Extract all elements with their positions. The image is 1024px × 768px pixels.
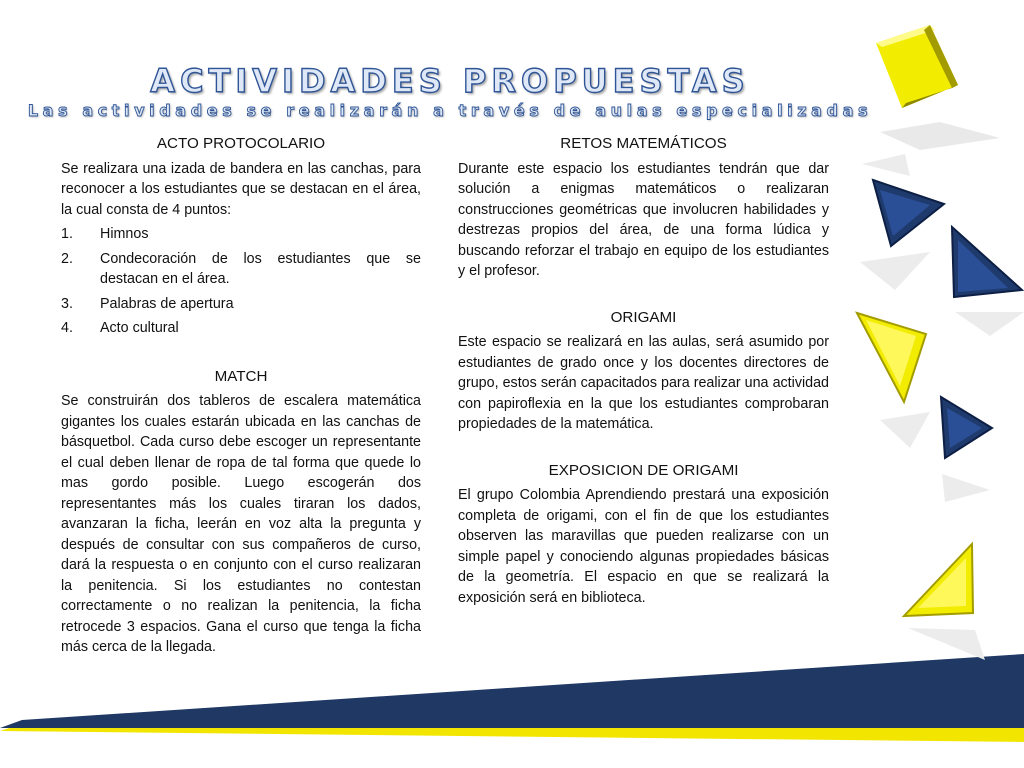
page-subtitle: Las actividades se realizarán a través de aulas especializadas bbox=[27, 101, 873, 120]
left-column bbox=[61, 134, 421, 658]
reflection-shape bbox=[942, 474, 990, 502]
list-text: Palabras de apertura bbox=[100, 295, 234, 312]
blue-triangle-icon bbox=[952, 227, 1022, 297]
list-number: 1. bbox=[61, 226, 73, 242]
list-item bbox=[61, 294, 421, 315]
list-text: Himnos bbox=[100, 226, 149, 242]
section-heading-exposicion: EXPOSICION DE ORIGAMI bbox=[548, 461, 739, 479]
list-number: 3. bbox=[61, 295, 73, 312]
reflection-shape bbox=[860, 252, 930, 290]
footer-band bbox=[0, 654, 1024, 728]
spacer bbox=[458, 282, 829, 308]
reflection-shape bbox=[862, 154, 910, 176]
list-text: Condecoración de los estudiantes que se destacan en el área. bbox=[100, 250, 421, 287]
acto-list bbox=[61, 224, 421, 339]
blue-triangle-icon bbox=[941, 397, 992, 458]
yellow-triangle-icon bbox=[904, 544, 973, 616]
match-body: Se construirán dos tableros de escalera matemática gigantes los cuales estarán ubicada en las canchas de básquetbol. Cada curso debe escoger un representante el cual deben llenar de ropa de tal forma que quede lo mas gordo posible. Luego escogerán dos representantes más los cuales tiraran los dados, avanzaran la ficha, leerán en voz alta la pregunta y después de consultar con sus compañeros de curso, dará la respuesta o en conjunto con el curso realizaran la penitencia. Si los estudiantes no contestan correctamente o no realizan la penitencia, la ficha retrocede 3 espacios. Gana el curso que tenga la ficha más cerca de la llegada. bbox=[61, 393, 421, 655]
acto-intro: Se realizara una izada de bandera en las canchas, para reconocer a los estudiantes que se destacan en el área, la cual consta de 4 puntos: bbox=[61, 160, 421, 218]
section-heading-acto: ACTO PROTOCOLARIO bbox=[156, 135, 326, 152]
list-item bbox=[61, 249, 421, 290]
section-heading-retos: RETOS MATEMÁTICOS bbox=[560, 135, 727, 152]
yellow-triangle-icon bbox=[857, 313, 926, 402]
spacer bbox=[458, 435, 829, 461]
page-title: ACTIVIDADES PROPUESTAS bbox=[150, 62, 750, 100]
reflection-shape bbox=[880, 412, 930, 448]
list-text: Acto cultural bbox=[100, 320, 179, 336]
blue-triangle-icon bbox=[873, 180, 944, 246]
list-item bbox=[61, 224, 421, 245]
spacer bbox=[61, 343, 421, 367]
exposicion-body: El grupo Colombia Aprendiendo prestará una exposición completa de origami, con el fin de que los estudiantes observen las maravillas que pueden realizarse con un simple papel y conociendo algunas propiedades básicas de la geometría. El espacio en que se realizará la exposición será en biblioteca. bbox=[458, 487, 829, 606]
list-item bbox=[61, 318, 421, 339]
section-heading-match: MATCH bbox=[214, 367, 268, 385]
list-number: 4. bbox=[61, 320, 73, 336]
origami-body: Este espacio se realizará en las aulas, será asumido por estudiantes de grado once y los docentes directores de grupo, estos serán capacitados para realizar una actividad con papiroflexia en la que los estudiantes comprobaran propiedades de la matemática. bbox=[458, 334, 829, 432]
list-number: 2. bbox=[61, 250, 73, 267]
reflection-shape bbox=[955, 312, 1024, 336]
right-column bbox=[458, 134, 829, 608]
section-heading-origami: ORIGAMI bbox=[610, 308, 677, 326]
reflection-shape bbox=[908, 628, 985, 660]
retos-body: Durante este espacio los estudiantes tendrán que dar solución a enigmas matemáticos o realizaran construcciones geométricas que involucren habilidades y destrezas propios del área, de una forma lúdica y buscando reforzar el trabajo en equipo de los estudiantes y el profesor. bbox=[458, 160, 829, 279]
